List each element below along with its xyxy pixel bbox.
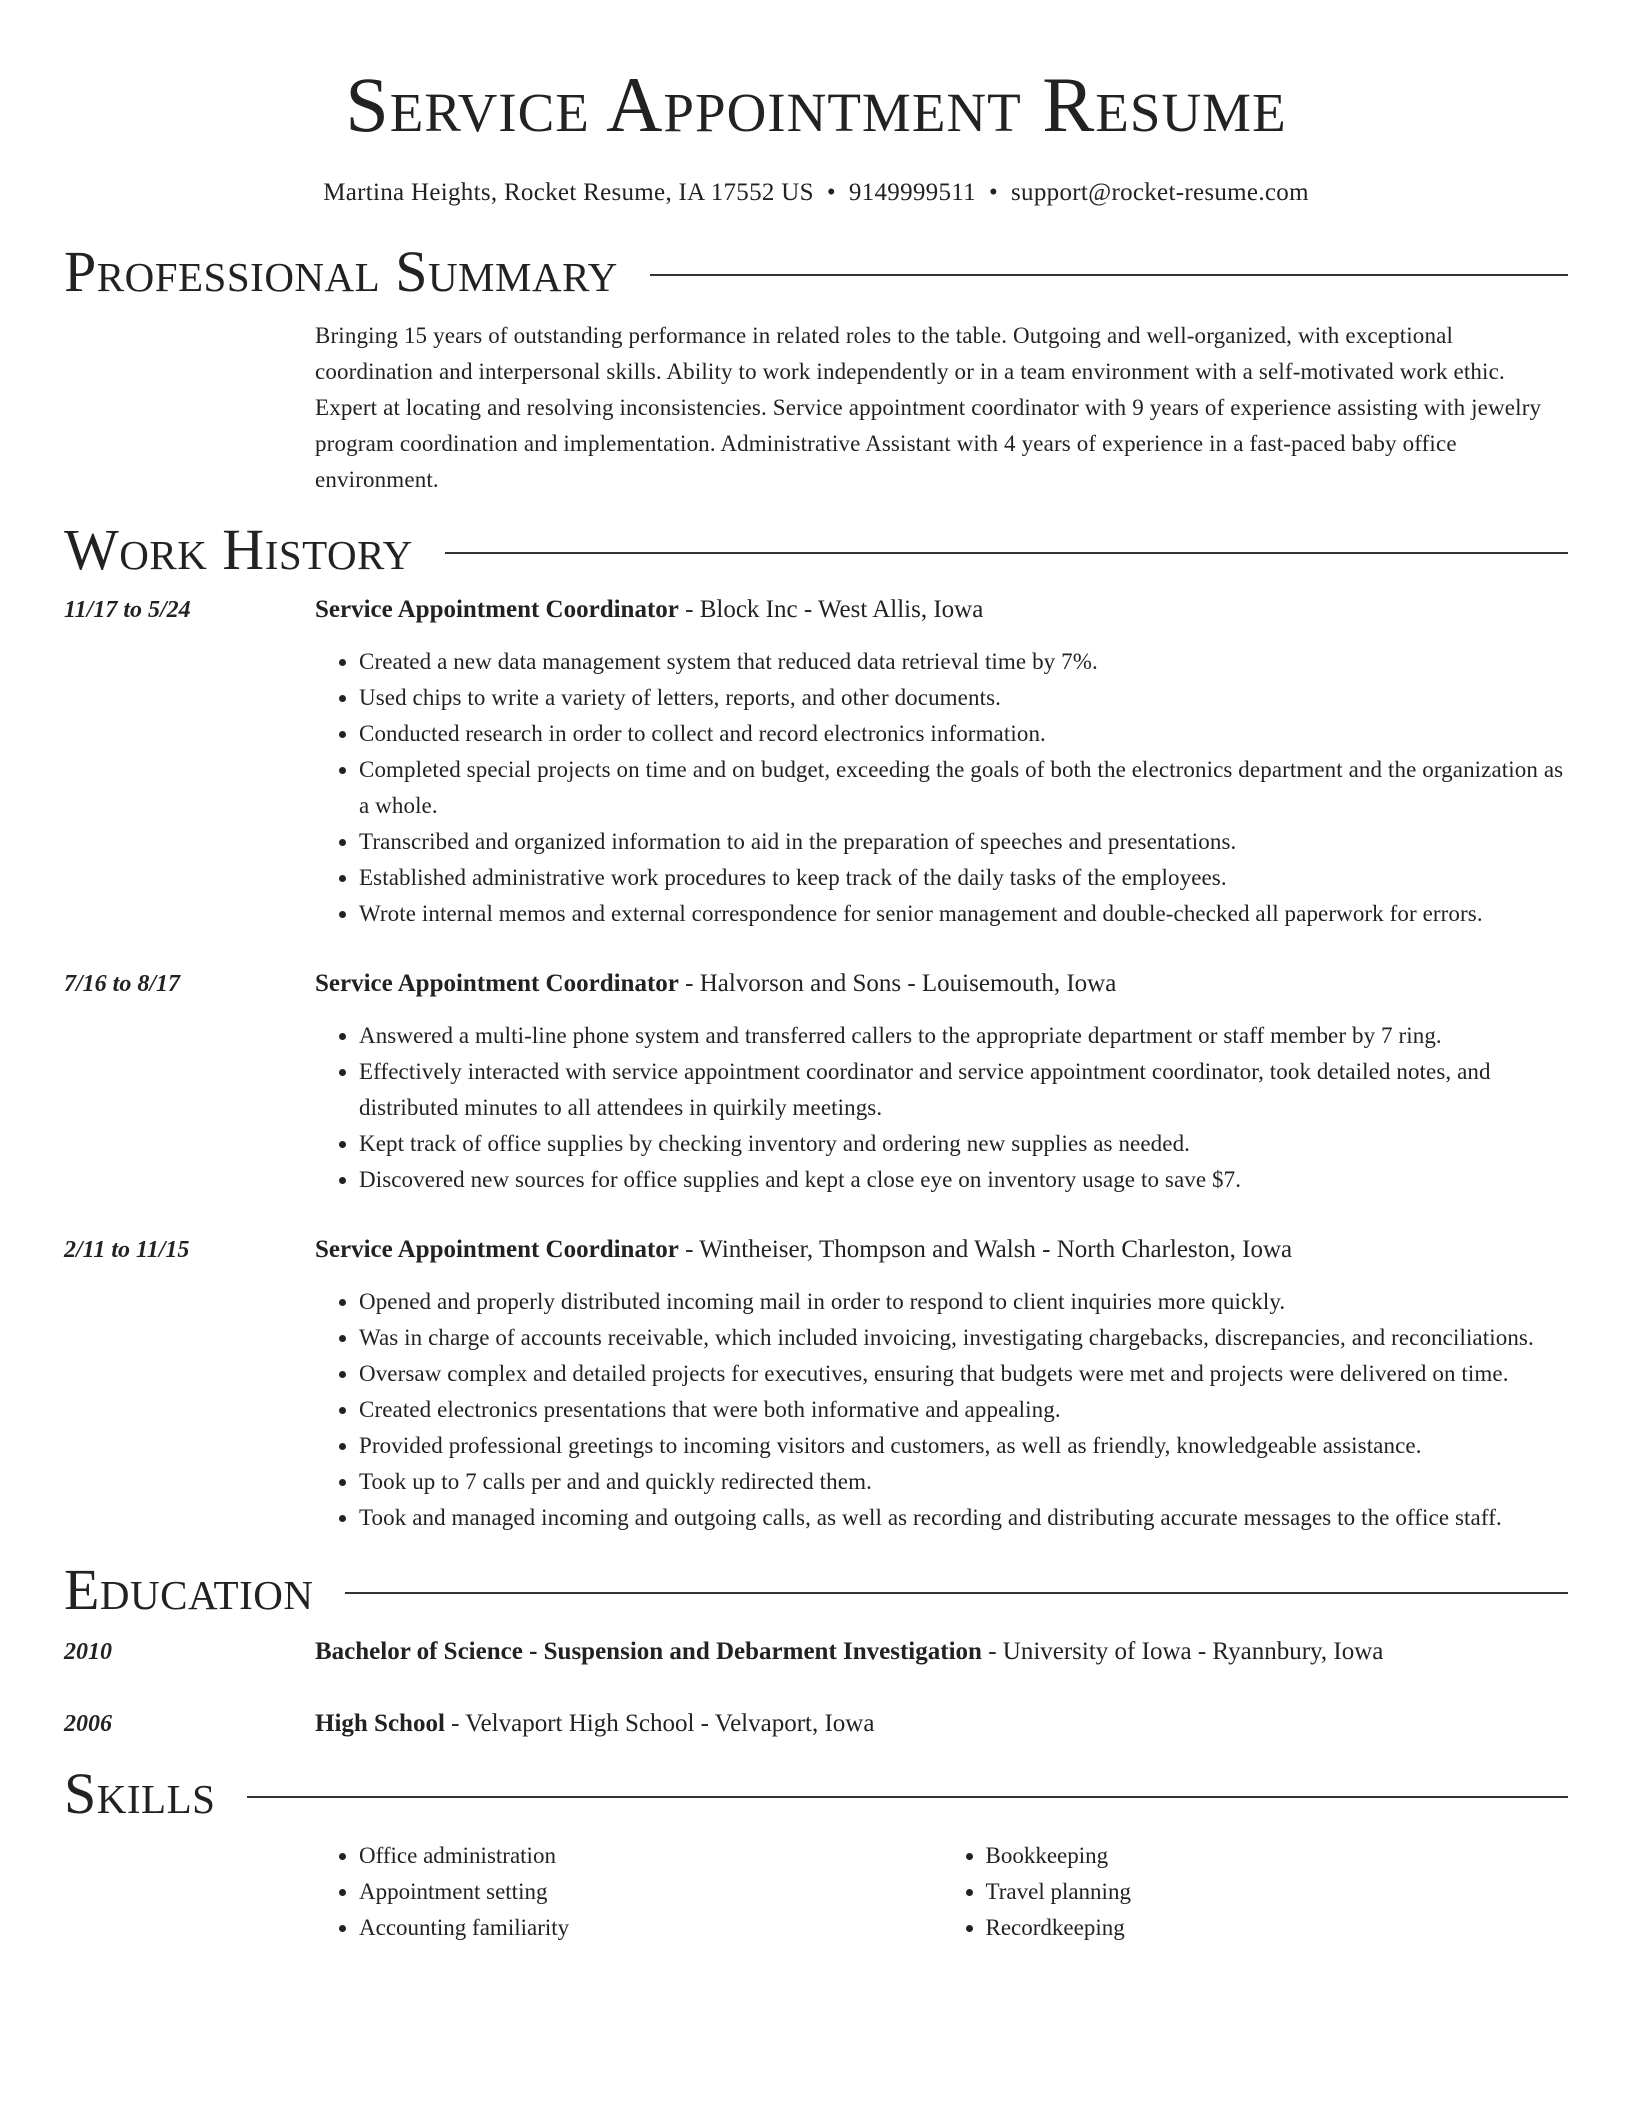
job-bullet: • Answered a multi-line phone system and transferred callers to the appropriate department or staff member by 7 ring. <box>359 1018 1568 1054</box>
skills-heading: Skills <box>64 1761 216 1826</box>
job-details: - Wintheiser, Thompson and Walsh - North Charleston, Iowa <box>678 1236 1293 1263</box>
job-bullets <box>315 1284 1568 1536</box>
skill-item: • Accounting familiarity <box>359 1910 942 1946</box>
education-details: - University of Iowa - Ryannbury, Iowa <box>981 1638 1384 1665</box>
education-heading-line <box>315 1706 1568 1742</box>
job-bullet: • Established administrative work procedures to keep track of the daily tasks of the employees. <box>359 860 1568 896</box>
job-title: Service Appointment Coordinator <box>315 1236 679 1263</box>
skills-column-right <box>942 1838 1569 1946</box>
skill-item: • Travel planning <box>986 1874 1569 1910</box>
job-bullet: • Discovered new sources for office supplies and kept a close eye on inventory usage to save $7. <box>359 1162 1568 1198</box>
education-section-header <box>64 1558 1568 1622</box>
job-bullet: • Used chips to write a variety of letters, reports, and other documents. <box>359 680 1568 716</box>
education-year: 2010 <box>64 1639 112 1665</box>
skills-column-left <box>315 1838 942 1946</box>
job-body <box>315 1232 1568 1536</box>
job-dates: 11/17 to 5/24 <box>64 597 191 623</box>
section-divider <box>445 552 1568 554</box>
job-bullets <box>315 1018 1568 1198</box>
education-details: - Velvaport High School - Velvaport, Iowa <box>444 1710 875 1737</box>
job-bullet: • Transcribed and organized information to aid in the preparation of speeches and presentations. <box>359 824 1568 860</box>
summary-section-header <box>64 240 1568 304</box>
skill-item: • Bookkeeping <box>986 1838 1569 1874</box>
education-degree: High School <box>315 1710 445 1737</box>
job-bullet: • Oversaw complex and detailed projects for executives, ensuring that budgets were met and projects were delivered on time. <box>359 1356 1568 1392</box>
education-degree: Bachelor of Science - Suspension and Debarment Investigation <box>315 1638 982 1665</box>
job-entry <box>64 1232 1568 1536</box>
job-bullet: • Took up to 7 calls per and and quickly redirected them. <box>359 1464 1568 1500</box>
job-bullet: • Provided professional greetings to incoming visitors and customers, as well as friendly, knowledgeable assistance. <box>359 1428 1568 1464</box>
section-divider <box>345 1592 1568 1594</box>
skills-section-header <box>64 1762 1568 1826</box>
work-heading: Work History <box>64 517 413 582</box>
job-title: Service Appointment Coordinator <box>315 596 679 623</box>
job-details: - Halvorson and Sons - Louisemouth, Iowa <box>678 970 1117 997</box>
job-body <box>315 592 1568 932</box>
job-heading <box>315 966 1568 1002</box>
contact-email[interactable]: support@rocket-resume.com <box>1011 179 1309 206</box>
skill-item: • Appointment setting <box>359 1874 942 1910</box>
contact-phone: 9149999511 <box>848 179 976 206</box>
job-bullet: • Created a new data management system that reduced data retrieval time by 7%. <box>359 644 1568 680</box>
contact-address: Martina Heights, Rocket Resume, IA 17552 US <box>323 179 814 206</box>
job-bullet: • Opened and properly distributed incoming mail in order to respond to client inquiries more quickly. <box>359 1284 1568 1320</box>
education-heading: Education <box>64 1557 314 1622</box>
contact-separator: • <box>988 179 999 206</box>
education-entry <box>64 1706 1568 1742</box>
job-title: Service Appointment Coordinator <box>315 970 679 997</box>
job-bullet: • Completed special projects on time and on budget, exceeding the goals of both the electronics department and the organization as a whole. <box>359 752 1568 824</box>
job-body <box>315 966 1568 1198</box>
job-bullet: • Was in charge of accounts receivable, which included invoicing, investigating chargebacks, discrepancies, and reconciliations. <box>359 1320 1568 1356</box>
education-entry <box>64 1634 1568 1670</box>
job-bullet: • Wrote internal memos and external correspondence for senior management and double-checked all paperwork for errors. <box>359 896 1568 932</box>
resume-title: Service Appointment Resume <box>345 61 1287 148</box>
summary-text: Bringing 15 years of outstanding performance in related roles to the table. Outgoing and well-organized, with exceptional coordination and interpersonal skills. Ability to work independently or in a team environment with a self-motivated work ethic. Expert at locating and resolving inconsistencies. Service appointment coordinator with 9 years of experience assisting with jewelry program coordination and implementation. Administrative Assistant with 4 years of experience in a fast-paced baby office environment. <box>315 323 1542 492</box>
job-dates: 2/11 to 11/15 <box>64 1237 190 1263</box>
job-bullets <box>315 644 1568 932</box>
job-bullet: • Took and managed incoming and outgoing calls, as well as recording and distributing accurate messages to the office staff. <box>359 1500 1568 1536</box>
skill-item: • Recordkeeping <box>986 1910 1569 1946</box>
skills-list <box>315 1838 1568 1946</box>
education-year: 2006 <box>64 1711 112 1737</box>
job-bullet: • Created electronics presentations that were both informative and appealing. <box>359 1392 1568 1428</box>
job-dates: 7/16 to 8/17 <box>64 971 181 997</box>
summary-heading: Professional Summary <box>64 239 618 304</box>
section-divider <box>650 274 1568 276</box>
section-divider <box>247 1796 1568 1798</box>
work-section-header <box>64 518 1568 582</box>
job-heading <box>315 1232 1568 1268</box>
contact-line <box>64 178 1568 208</box>
contact-separator: • <box>826 179 836 206</box>
job-bullet: • Kept track of office supplies by checking inventory and ordering new supplies as needed. <box>359 1126 1568 1162</box>
job-heading <box>315 592 1568 628</box>
education-heading-line <box>315 1634 1568 1670</box>
job-entry <box>64 966 1568 1198</box>
job-entry <box>64 592 1568 932</box>
skill-item: • Office administration <box>359 1838 942 1874</box>
job-details: - Block Inc - West Allis, Iowa <box>678 596 984 623</box>
job-bullet: • Effectively interacted with service appointment coordinator and service appointment coordinator, took detailed notes, and distributed minutes to all attendees in quirkily meetings. <box>359 1054 1568 1126</box>
job-bullet: • Conducted research in order to collect and record electronics information. <box>359 716 1568 752</box>
